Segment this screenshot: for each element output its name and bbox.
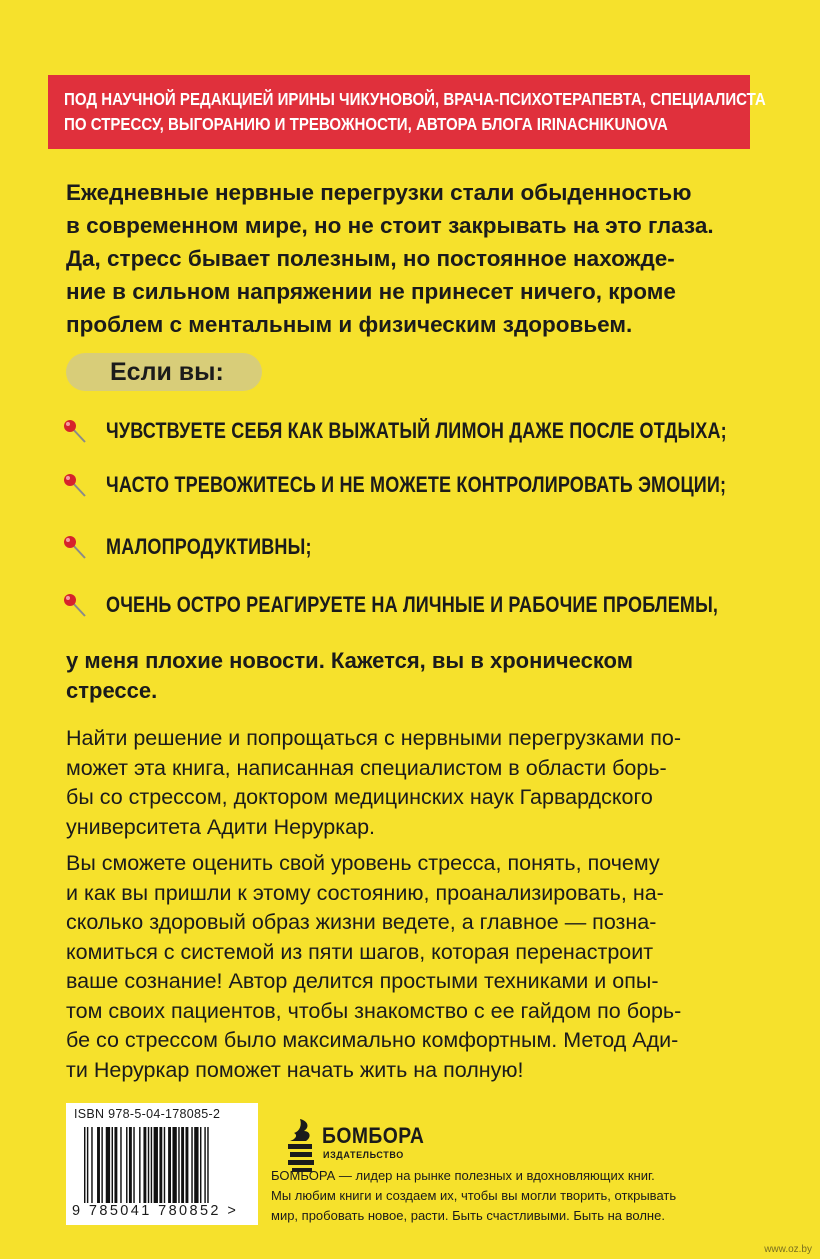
- intro-line: Да, стресс бывает полезным, но постоянное нахожде-: [66, 246, 675, 271]
- list-item: [62, 528, 782, 568]
- list-item-text: ЧАСТО ТРЕВОЖИТЕСЬ И НЕ МОЖЕТЕ КОНТРОЛИРОВАТЬ ЭМОЦИИ;: [106, 472, 727, 497]
- paragraph-line: и как вы пришли к этому состоянию, проанализировать, на-: [66, 880, 664, 905]
- barcode-bar: [133, 1127, 134, 1203]
- paragraph-line: том своих пациентов, чтобы знакомство с ее гайдом по борь-: [66, 998, 682, 1023]
- paragraph-line: Найти решение и попрощаться с нервными перегрузками по-: [66, 726, 682, 750]
- barcode-bar: [181, 1127, 184, 1203]
- bombora-wave-icon: [286, 1117, 320, 1173]
- barcode-bar: [120, 1127, 121, 1203]
- paragraph-line: университета Адити Неруркар.: [66, 814, 376, 839]
- isbn-text: ISBN 978-5-04-178085-2: [74, 1107, 221, 1121]
- barcode-bar: [186, 1127, 189, 1203]
- conclusion-line: стрессе.: [66, 678, 158, 703]
- pushpin-icon: [62, 592, 90, 620]
- paragraph-line: ваше сознание! Автор делится простыми техниками и опы-: [66, 969, 659, 993]
- barcode-bar: [84, 1127, 85, 1203]
- barcode-bar: [101, 1127, 102, 1203]
- pill-label: Если вы:: [110, 358, 224, 386]
- barcode-bar: [148, 1127, 149, 1203]
- barcode-bar: [112, 1127, 113, 1203]
- barcode-bar: [106, 1127, 110, 1203]
- barcode: [66, 1103, 258, 1225]
- banner-line: ПО СТРЕССУ, ВЫГОРАНИЮ И ТРЕВОЖНОСТИ, АВТОРА БЛОГА IRINACHIKUNOVA: [64, 114, 668, 134]
- barcode-bar: [129, 1127, 132, 1203]
- barcode-bar: [91, 1127, 92, 1203]
- barcode-bar: [154, 1127, 158, 1203]
- intro-line: в современном мире, но не стоит закрывать на это глаза.: [66, 213, 714, 238]
- list-item: [62, 466, 782, 506]
- barcode-bar: [139, 1127, 140, 1203]
- publisher-blurb: [271, 1166, 791, 1226]
- paragraph-line: бе со стрессом было максимально комфортным. Метод Ади-: [66, 1028, 679, 1052]
- barcode-bar: [191, 1127, 192, 1203]
- barcode-bar: [97, 1127, 100, 1203]
- if-you-pill: [66, 353, 262, 391]
- publisher-line: мир, пробовать новое, расти. Быть счастливыми. Быть на волне.: [271, 1208, 665, 1223]
- paragraph-line: комиться с системой из пяти шагов, которая перенастроит: [66, 939, 654, 964]
- intro-line: ние в сильном напряжении не принесет ничего, кроме: [66, 279, 676, 304]
- barcode-bar: [200, 1127, 201, 1203]
- logo-subtitle: ИЗДАТЕЛЬСТВО: [323, 1150, 404, 1160]
- paragraph-line: Вы сможете оценить свой уровень стресса, понять, почему: [66, 851, 660, 875]
- conclusion-paragraph: [66, 646, 766, 706]
- editorial-banner: [48, 75, 766, 149]
- barcode-bar: [207, 1127, 208, 1203]
- intro-line: проблем с ментальным и физическим здоровьем.: [66, 312, 633, 337]
- pushpin-icon: [62, 418, 90, 446]
- pushpin-icon: [62, 472, 90, 500]
- list-item-text: МАЛОПРОДУКТИВНЫ;: [106, 534, 312, 559]
- barcode-bar: [87, 1127, 88, 1203]
- barcode-bar: [114, 1127, 117, 1203]
- paragraph-line: бы со стрессом, доктором медицинских наук Гарвардского: [66, 785, 653, 809]
- conclusion-line: у меня плохие новости. Кажется, вы в хроническом: [66, 648, 633, 673]
- barcode-bar: [172, 1127, 176, 1203]
- paragraph-line: может эта книга, написанная специалистом в области борь-: [66, 755, 667, 780]
- description-paragraph-1: [66, 724, 766, 842]
- barcode-bar: [159, 1127, 162, 1203]
- barcode-bar: [194, 1127, 198, 1203]
- description-paragraph-2: [66, 849, 766, 1085]
- watermark: www.oz.by: [764, 1244, 812, 1255]
- intro-line: Ежедневные нервные перегрузки стали обыденностью: [66, 180, 692, 205]
- publisher-line: Мы любим книги и создаем их, чтобы вы могли творить, открывать: [271, 1188, 677, 1203]
- list-item-text: ОЧЕНЬ ОСТРО РЕАГИРУЕТЕ НА ЛИЧНЫЕ И РАБОЧИЕ ПРОБЛЕМЫ,: [106, 592, 719, 617]
- list-item: [62, 412, 782, 452]
- list-item-text: ЧУВСТВУЕТЕ СЕБЯ КАК ВЫЖАТЫЙ ЛИМОН ДАЖЕ ПОСЛЕ ОТДЫХА;: [106, 418, 727, 443]
- logo-name: БОМБОРА: [322, 1123, 425, 1148]
- list-item: [62, 586, 782, 626]
- paragraph-line: сколько здоровый образ жизни ведете, а главное — позна-: [66, 910, 657, 934]
- barcode-bars: [84, 1127, 248, 1203]
- intro-paragraph: [66, 176, 766, 341]
- barcode-digits: 9 785041 780852 >: [72, 1203, 239, 1219]
- publisher-line: БОМБОРА — лидер на рынке полезных и вдохновляющих книг.: [271, 1168, 655, 1183]
- barcode-bar: [126, 1127, 127, 1203]
- barcode-bar: [151, 1127, 152, 1203]
- paragraph-line: ти Неруркар поможет начать жить на полную!: [66, 1057, 524, 1082]
- banner-line: ПОД НАУЧНОЙ РЕДАКЦИЕЙ ИРИНЫ ЧИКУНОВОЙ, ВРАЧА-ПСИХОТЕРАПЕВТА, СПЕЦИАЛИСТА: [64, 89, 766, 109]
- barcode-bar: [204, 1127, 205, 1203]
- pushpin-icon: [62, 534, 90, 562]
- barcode-bar: [168, 1127, 171, 1203]
- barcode-bar: [143, 1127, 146, 1203]
- barcode-bar: [164, 1127, 165, 1203]
- barcode-bar: [178, 1127, 179, 1203]
